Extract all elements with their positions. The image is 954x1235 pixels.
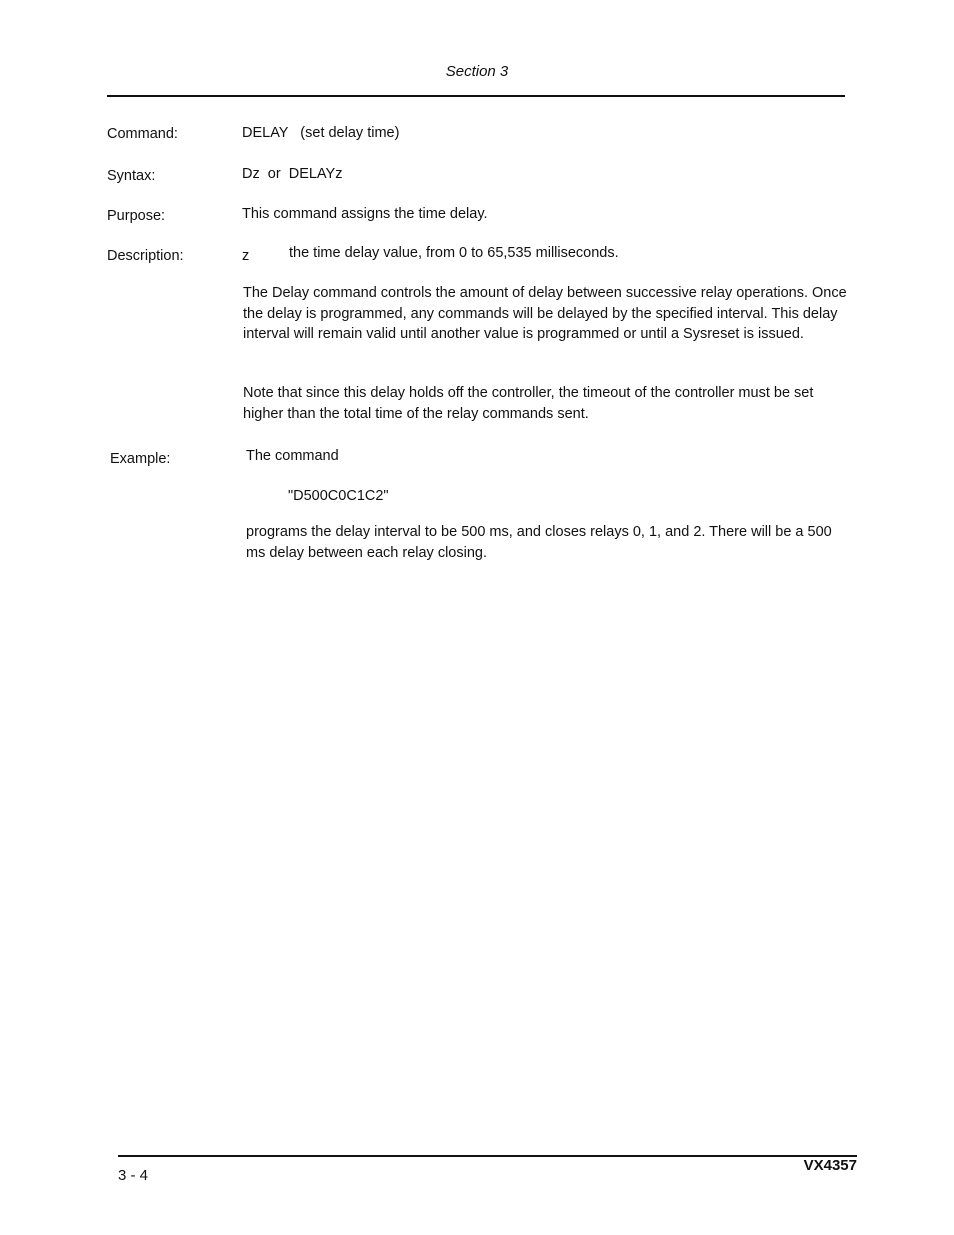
footer-rule bbox=[118, 1155, 857, 1157]
param-name: z bbox=[242, 248, 250, 264]
description-paragraph-2: Note that since this delay holds off the controller, the timeout of the controller must be set higher than the total time of the relay commands sent. bbox=[243, 385, 814, 422]
syntax-value: Dz or DELAYz bbox=[242, 166, 343, 182]
section-title: Section 3 bbox=[445, 63, 509, 80]
command-value: DELAY (set delay time) bbox=[242, 125, 400, 141]
param-description: the time delay value, from 0 to 65,535 milliseconds. bbox=[289, 245, 619, 261]
purpose-value: This command assigns the time delay. bbox=[242, 206, 488, 222]
example-command: "D500C0C1C2" bbox=[288, 488, 389, 504]
description-label: Description: bbox=[107, 248, 184, 264]
model-number: VX4357 bbox=[803, 1157, 857, 1174]
command-label: Command: bbox=[107, 126, 178, 142]
example-result: programs the delay interval to be 500 ms, and closes relays 0, 1, and 2. There will be a 500 ms delay between each relay closing. bbox=[246, 524, 832, 561]
page-number: 3 - 4 bbox=[118, 1167, 149, 1184]
example-intro: The command bbox=[246, 448, 339, 464]
purpose-label: Purpose: bbox=[107, 208, 166, 224]
syntax-label: Syntax: bbox=[107, 168, 156, 184]
header-rule bbox=[107, 95, 845, 97]
example-label: Example: bbox=[110, 451, 171, 467]
description-paragraph-1: The Delay command controls the amount of delay between successive relay operations. Once the delay is programmed, any commands will be delayed by the specified interval. This delay interval will remain valid until another value is programmed or until a Sysreset is issued. bbox=[243, 285, 847, 342]
